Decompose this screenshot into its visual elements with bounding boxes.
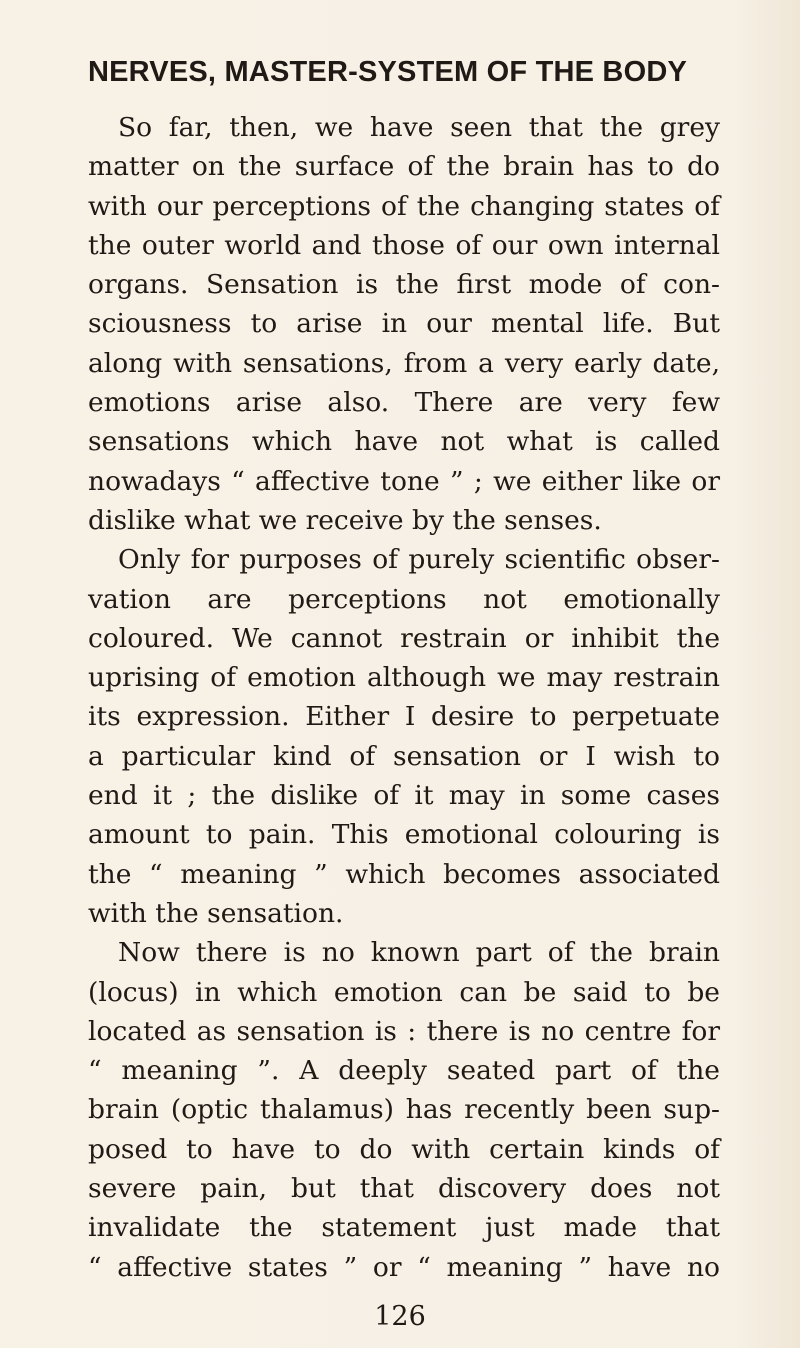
text-line: uprising of emotion although we may restrain (88, 662, 720, 694)
text-line: its expression. Either I desire to perpetuate (88, 701, 720, 733)
text-line: severe pain, but that discovery does not (88, 1173, 720, 1205)
text-line: dislike what we receive by the senses. (88, 504, 602, 536)
running-head: NERVES, MASTER-SYSTEM OF THE BODY (88, 56, 688, 88)
text-line: nowadays “ affective tone ” ; we either like or (88, 465, 720, 497)
text-line: amount to pain. This emotional colouring is (88, 819, 720, 851)
text-line: end it ; the dislike of it may in some cases (88, 780, 720, 812)
text-line: coloured. We cannot restrain or inhibit the (88, 622, 720, 654)
text-line: along with sensations, from a very early date, (88, 347, 720, 379)
text-line: brain (optic thalamus) has recently been sup- (88, 1094, 720, 1126)
text-line: with our perceptions of the changing states of (88, 190, 720, 222)
text-line: a particular kind of sensation or I wish to (88, 740, 720, 772)
text-line: the “ meaning ” which becomes associated (88, 858, 720, 890)
text-line: matter on the surface of the brain has to do (88, 151, 720, 183)
text-line: (locus) in which emotion can be said to be (88, 976, 720, 1008)
page-number: 126 (374, 1301, 426, 1332)
text-line: located as sensation is : there is no centre for (88, 1015, 720, 1047)
text-line: emotions arise also. There are very few (88, 387, 720, 419)
text-line: So far, then, we have seen that the grey (118, 112, 720, 143)
text-line: organs. Sensation is the first mode of con- (88, 269, 720, 301)
text-line: sciousness to arise in our mental life. But (88, 308, 720, 340)
text-line: vation are perceptions not emotionally (88, 583, 720, 615)
text-line: with the sensation. (88, 897, 344, 929)
text-line: Only for purposes of purely scientific obser- (118, 544, 720, 576)
text-line: posed to have to do with certain kinds of (88, 1133, 720, 1165)
body-text (88, 108, 720, 1287)
text-line: the outer world and those of our own internal (88, 229, 720, 261)
text-line: invalidate the statement just made that (88, 1212, 720, 1244)
text-line: sensations which have not what is called (88, 426, 720, 458)
text-line: Now there is no known part of the brain (118, 937, 720, 969)
text-line: “ meaning ”. A deeply seated part of the (88, 1055, 720, 1087)
text-line: “ affective states ” or “ meaning ” have no (88, 1251, 720, 1283)
